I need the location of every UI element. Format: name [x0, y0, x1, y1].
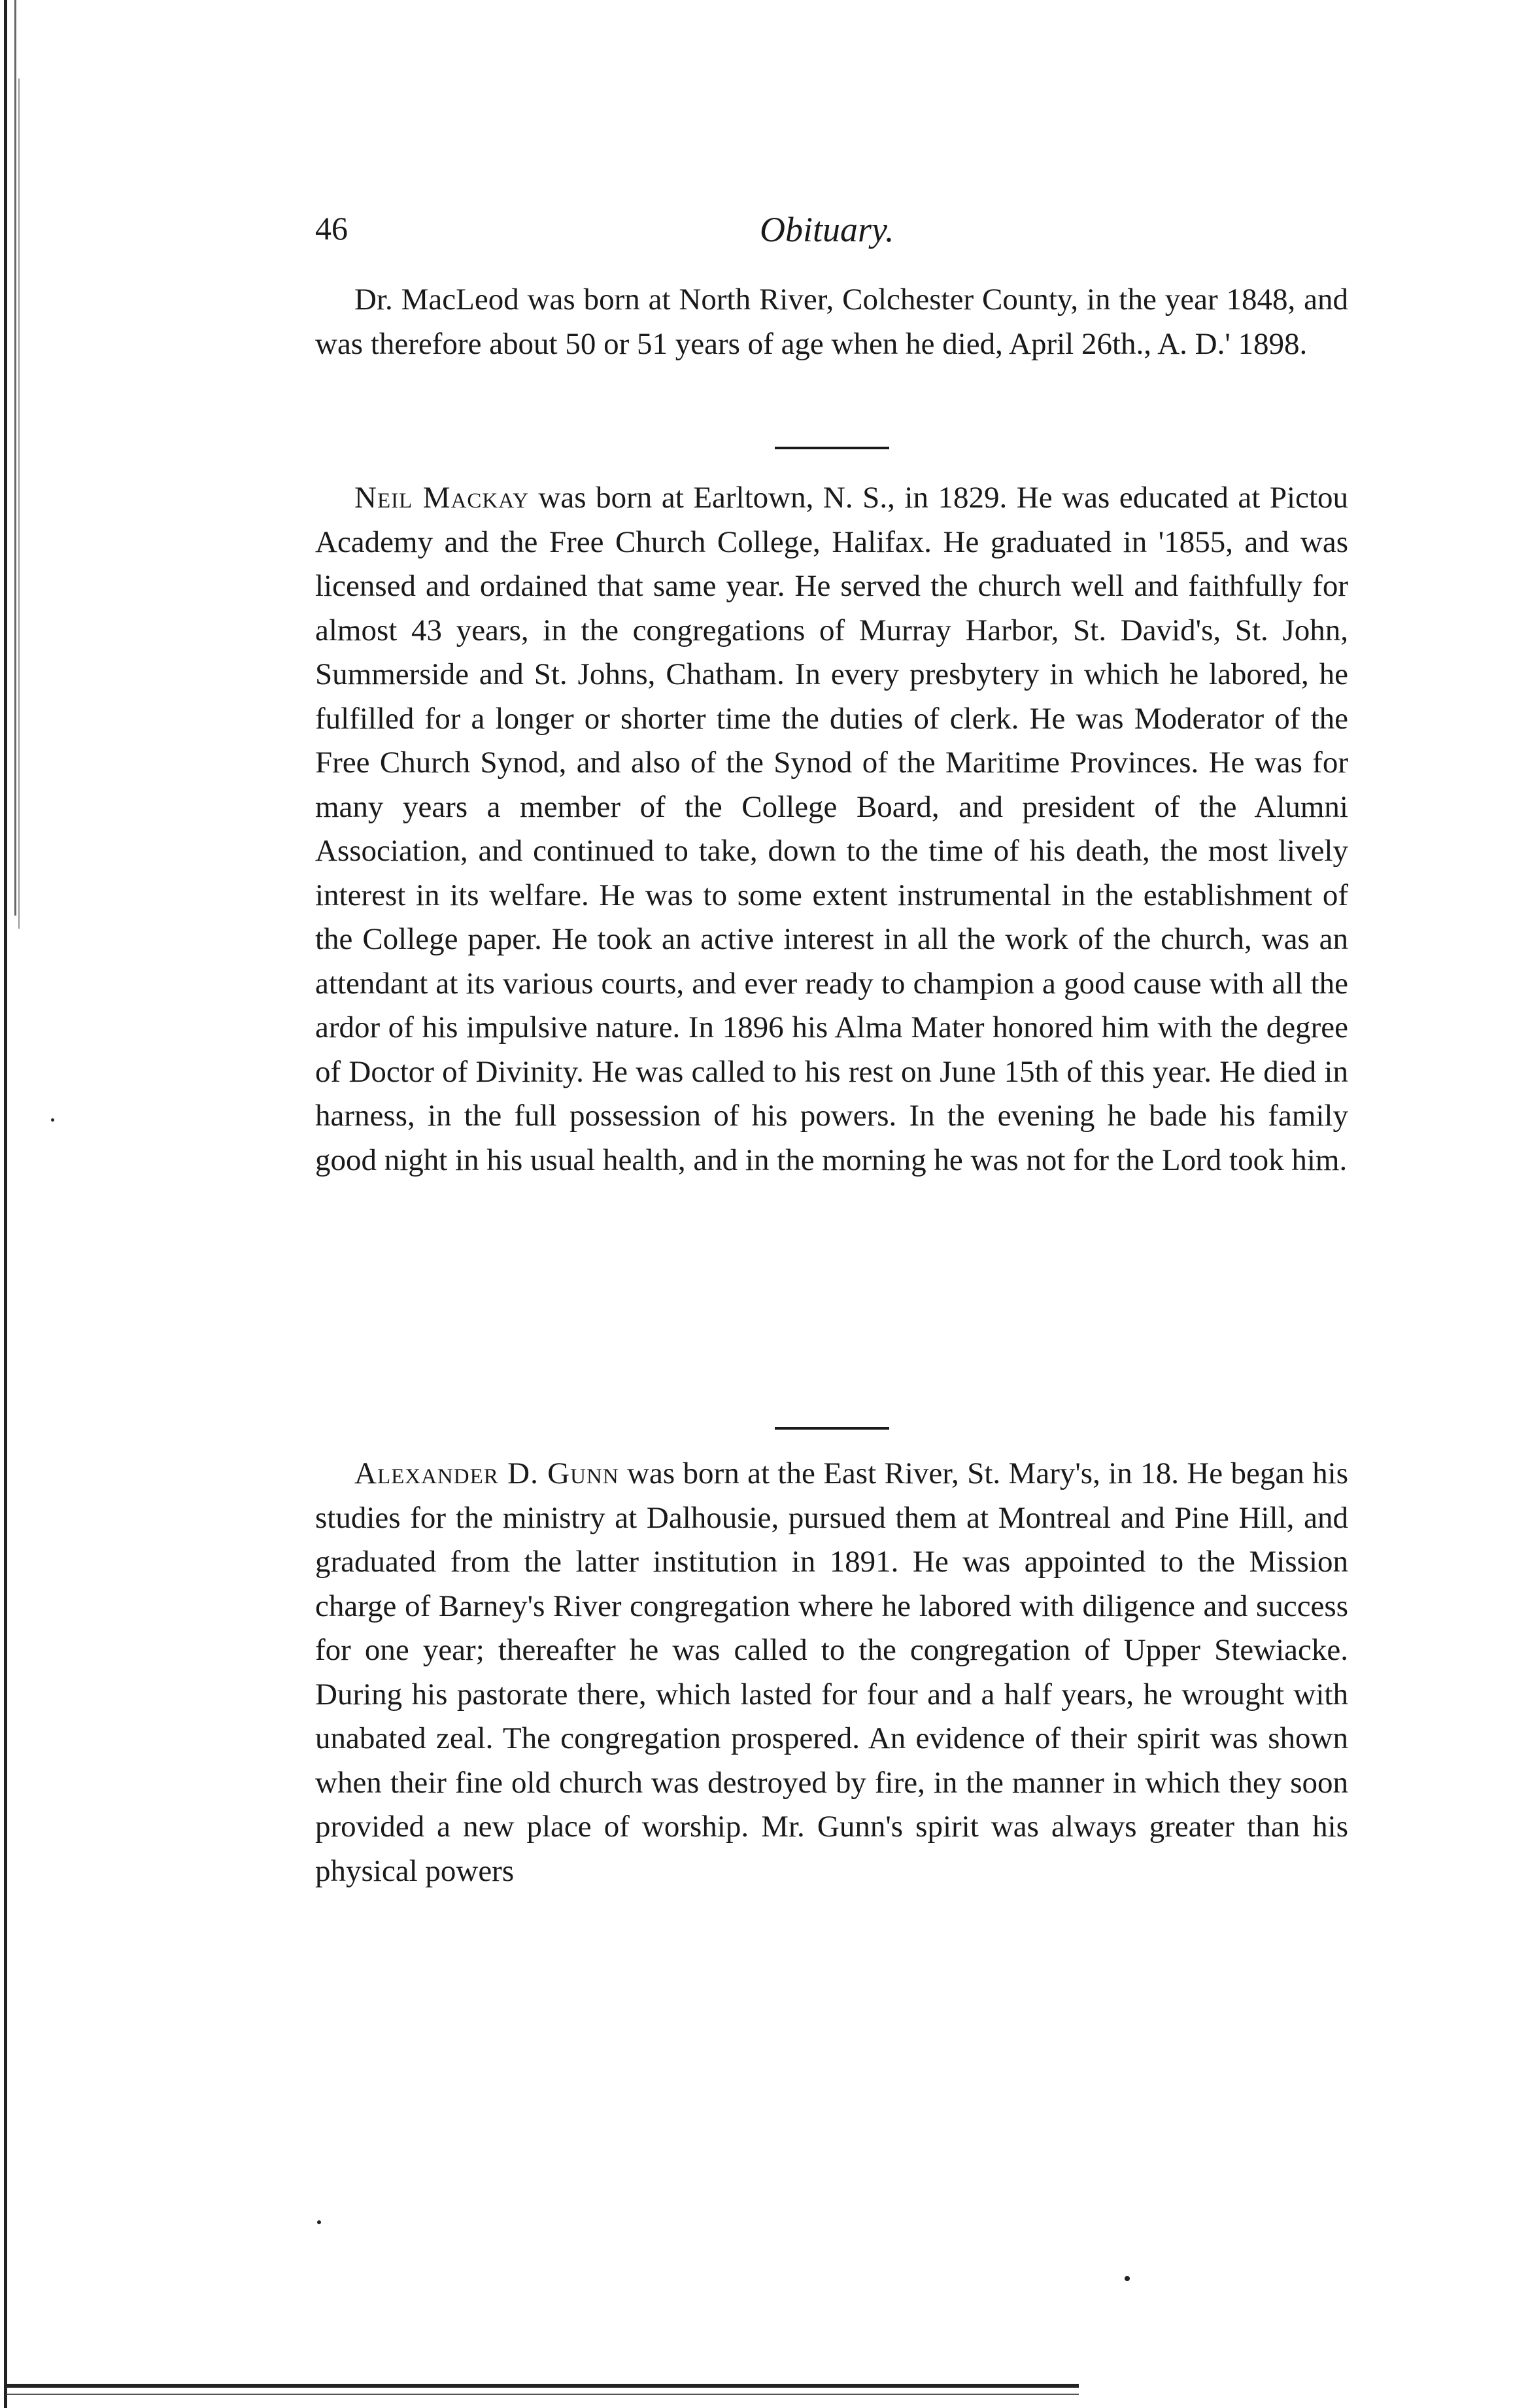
book-edge-line — [14, 0, 16, 916]
obituary-gunn — [315, 1452, 1348, 1893]
paragraph-macleod: Dr. MacLeod was born at North River, Colchester County, in the year 1848, and was therefore about 50 or 51 years of age when he died, April 26th., A. D.' 1898. — [315, 283, 1348, 361]
scan-speck — [51, 1118, 54, 1122]
section-divider — [775, 447, 889, 449]
name-alexander-gunn: Alexander D. Gunn — [354, 1456, 619, 1490]
paragraph-gunn — [315, 1452, 1348, 1893]
paragraph-gunn-text: was born at the East River, St. Mary's, in 18. He began his studies for the ministry at Dalhousie, pursued them at Montreal and Pine Hill, and graduated from the latter institution in 1891. He was appointed to the Mission charge of Barney's River congregation where he labored with diligence and success for one year; thereafter he was called to the congregation of Upper Stewiacke. During his pastorate there, which lasted for four and a half years, he wrought with unabated zeal. The congregation prospered. An evidence of their spirit was shown when their fine old church was destroyed by fire, in the manner in which they soon provided a new place of worship. Mr. Gunn's spirit was always greater than his physical powers — [315, 1456, 1348, 1888]
section-divider — [775, 1427, 889, 1430]
page-bottom-edge — [7, 2394, 1079, 2395]
scan-speck — [317, 2220, 321, 2224]
running-head: Obituary. — [760, 210, 894, 249]
page-header — [315, 209, 1348, 262]
paragraph-mackay-text: was born at Earltown, N. S., in 1829. He was educated at Pictou Academy and the Free Church College, Halifax. He graduated in '1855, and was licensed and ordained that same year. He served the church well and faithfully for almost 43 years, in the congregations of Murray Harbor, St. David's, St. John, Summerside and St. Johns, Chatham. In every presbytery in which he labored, he fulfilled for a longer or shorter time the duties of clerk. He was Moderator of the Free Church Synod, and also of the Synod of the Maritime Provinces. He was for many years a member of the College Board, and president of the Alumni Association, and continued to take, down to the time of his death, the most lively interest in its welfare. He was to some extent instrumental in the establishment of the College paper. He took an active interest in all the work of the church, was an attendant at its various courts, and ever ready to champion a good cause with all the ardor of his impulsive nature. In 1896 his Alma Mater honored him with the degree of Doctor of Divinity. He was called to his rest on June 15th of this year. He died in harness, in the full possession of his powers. In the evening he bade his family good night in his usual health, and in the morning he was not for the Lord took him. — [315, 481, 1348, 1177]
page-number: 46 — [315, 210, 348, 247]
name-neil-mackay: Neil Mackay — [354, 481, 529, 515]
page-bottom-edge — [7, 2384, 1079, 2388]
book-edge-line — [18, 78, 20, 929]
scan-speck — [1125, 2276, 1130, 2281]
book-edge-line — [4, 0, 7, 2408]
paragraph-mackay — [315, 476, 1348, 1182]
obituary-macleod — [315, 278, 1348, 366]
obituary-mackay — [315, 476, 1348, 1182]
